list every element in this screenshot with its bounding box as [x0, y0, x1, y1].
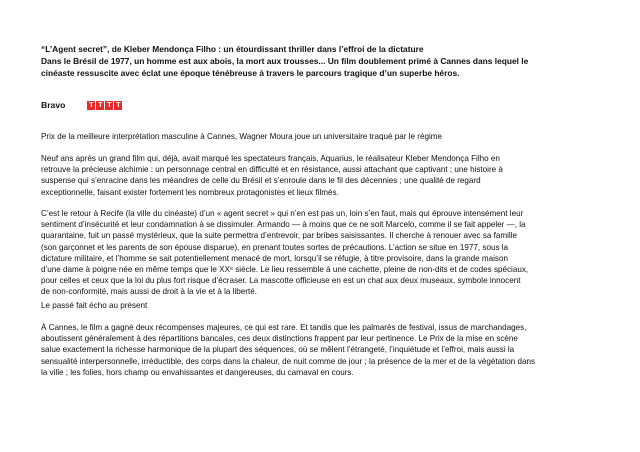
- headline-line: Dans le Brésil de 1977, un homme est aux abois, la mort aux trousses... Un film doublement primé à Cannes dans lequel le: [41, 56, 529, 66]
- rating-star-icon: T: [107, 101, 112, 109]
- section-heading: [41, 300, 601, 311]
- rating-label: Bravo: [41, 100, 66, 110]
- rating-stars: [87, 101, 122, 110]
- rating-row: [41, 98, 122, 112]
- paragraph-line: salue exactement la richesse harmonique de la plupart des séquences, où se mêlent l’étrangeté, l’inquiétude et l’effroi, mais aussi la: [41, 345, 515, 355]
- paragraph-line: pour celles et ceux que la loi du plus fort risque d’écraser. La mascotte officieuse en est un chat aux deux museaux, symbole innocent: [41, 276, 521, 286]
- paragraph-line: de non-conformité, mais aussi de droit à la vie et à la liberté.: [41, 287, 257, 297]
- paragraph-line: la ville ; les folies, hors champ ou envahissantes et dangereuses, du carnaval en cours.: [41, 367, 354, 377]
- paragraph-line: d’une dame à poigne née en même temps que le XXᵉ siècle. Le lieu ressemble à une cachette, pleine de non-dits et de codes spéciaux,: [41, 265, 529, 275]
- paragraph-line: (son garçonnet et les parents de son épouse disparue), en prenant toutes sortes de précautions. L’action se situe en 1977, sous la: [41, 242, 509, 252]
- article-paragraph: [41, 208, 601, 298]
- paragraph-line: dictature militaire, et l’homme se sait potentiellement menacé de mort, lorsqu’il se réfugie, à titre provisoire, dans la grande maison: [41, 253, 508, 263]
- paragraph-line: aboutissent généralement à des répartitions bancales, ces deux distinctions frappent par leur pertinence. Le Prix de la mise en scène: [41, 334, 518, 344]
- paragraph-line: sensualité interpersonnelle, irréductible, des corps dans la chaleur, de nuit comme de jour ; la présence de la mer et de la végétation dans: [41, 356, 536, 366]
- headline-line: “L’Agent secret”, de Kleber Mendonça Filho : un étourdissant thriller dans l’effroi de la dictature: [41, 44, 424, 54]
- headline-line: cinéaste ressuscite avec éclat une époque ténébreuse à travers le parcours tragique d’un superbe héros.: [41, 68, 460, 78]
- paragraph-line: quarantaine, fuit un passé mystérieux, que la suite permettra d’entrevoir, par bribes saisissantes. Il cherche à renouer avec sa famille: [41, 231, 517, 241]
- paragraph-line: suspense qui s’enracine dans les méandres de celle du Brésil et s’enroule dans le fil des décennies ; une qualité de regard: [41, 176, 481, 186]
- rating-star-icon: T: [98, 101, 103, 109]
- article-headline: [41, 43, 601, 79]
- paragraph-line: Prix de la meilleure interprétation masculine à Cannes, Wagner Moura joue un universitaire traqué par le régime: [41, 132, 442, 141]
- article-paragraph: [41, 322, 601, 378]
- rating-star-icon: T: [89, 101, 94, 109]
- paragraph-line: Neuf ans après un grand film qui, déjà, avait marqué les spectateurs français, Aquarius, le réalisateur Kleber Mendonça Filho en: [41, 154, 500, 163]
- rating-star-icon: T: [116, 101, 121, 109]
- paragraph-line: exceptionnelle, faisant exister fortement les nombreux protagonistes et lieux filmés.: [41, 187, 339, 197]
- article-subtitle: [41, 131, 601, 142]
- paragraph-line: sentiment d’insécurité et leur condamnation à se dissimuler. Armando — à moins que ce ne soit Marcelo, comme il se fait appeler —, la: [41, 220, 526, 230]
- paragraph-line: retrouve la précieuse alchimie : un personnage central en difficulté et en résistance, aussi attachant que captivant ; une histoire à: [41, 165, 503, 175]
- paragraph-line: À Cannes, le film a gagné deux récompenses majeures, ce qui est rare. Et tandis que les palmarès de festival, issus de marchandages,: [41, 323, 527, 332]
- paragraph-line: C’est le retour à Recife (la ville du cinéaste) d’un « agent secret » qui n’en est pas un, loin s’en faut, mais qui éprouve intensément leur: [41, 209, 524, 218]
- paragraph-line: Le passé fait écho au présent: [41, 301, 148, 310]
- article-paragraph: [41, 153, 601, 198]
